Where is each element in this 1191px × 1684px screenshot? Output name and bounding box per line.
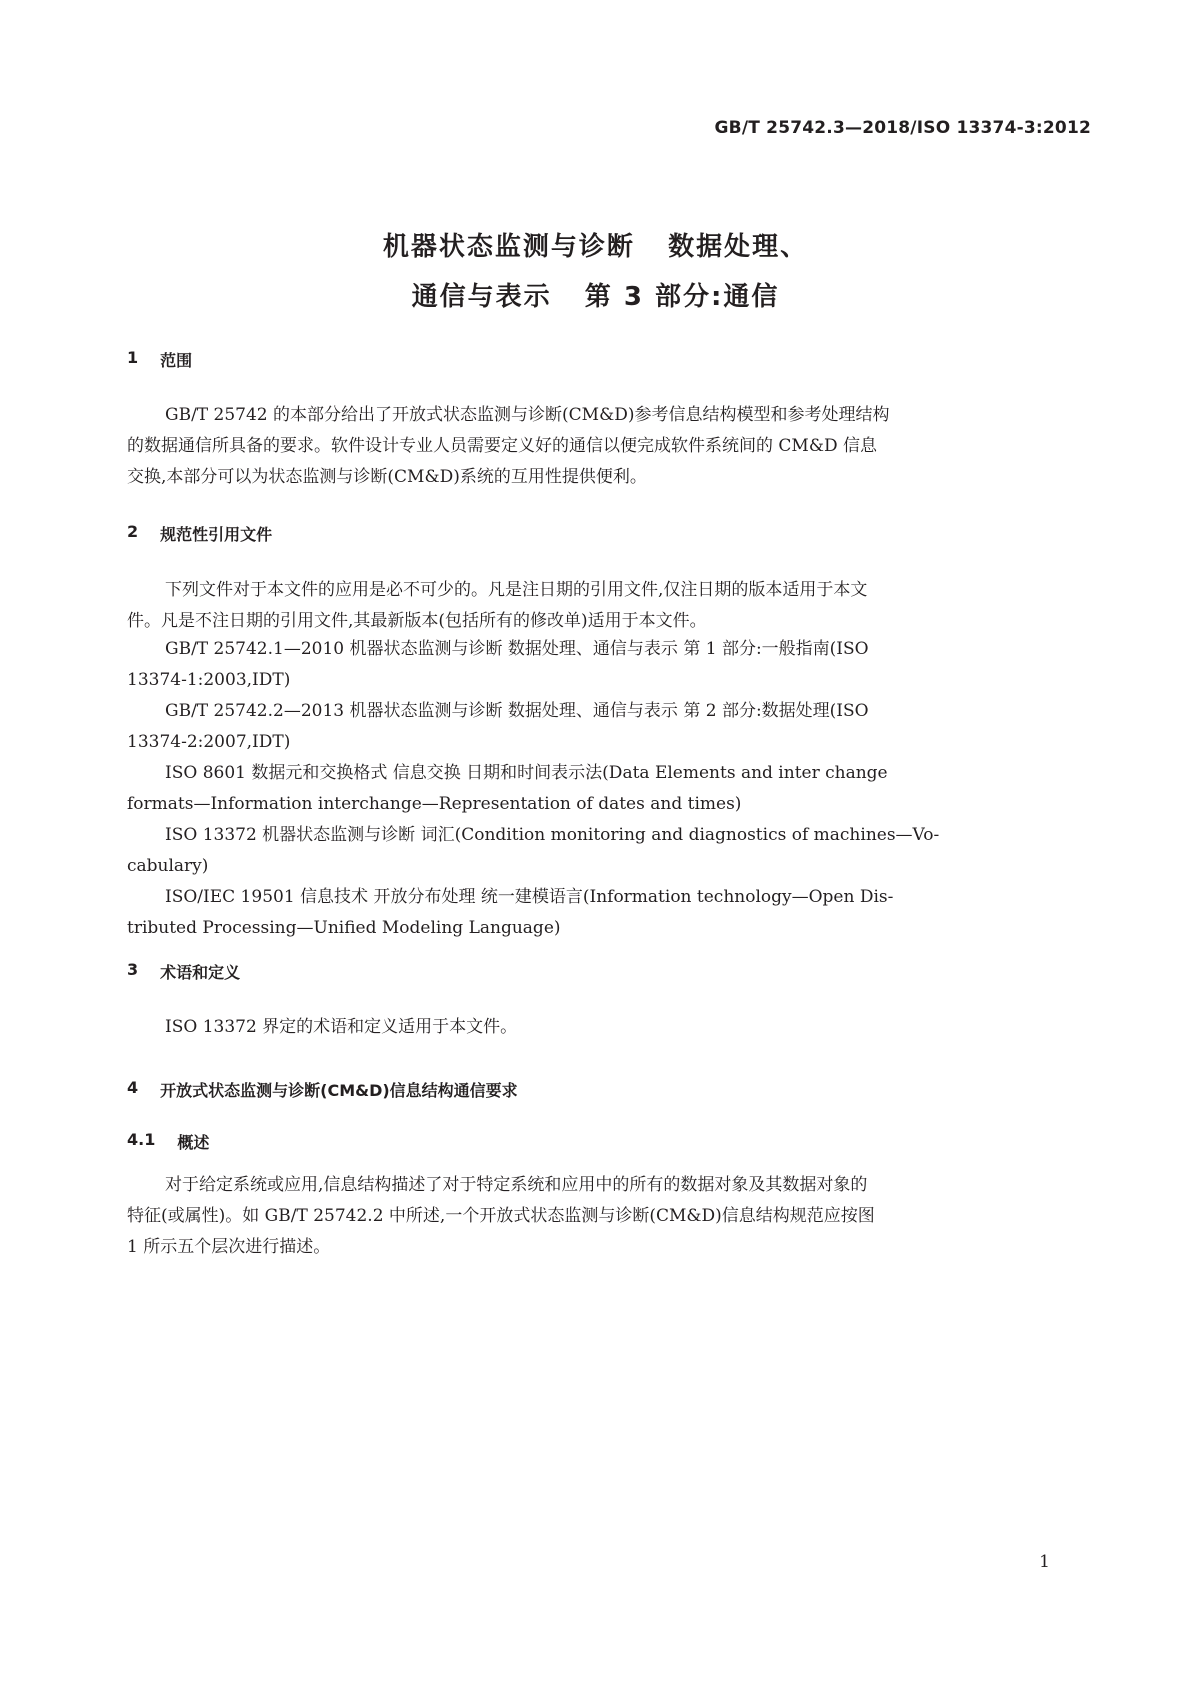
section-number: 2 [127, 522, 139, 541]
title-line-1: 机器状态监测与诊断 数据处理、 [382, 232, 809, 262]
text-line: 对于给定系统或应用,信息结构描述了对于特定系统和应用中的所有的数据对象及其数据对象的 [165, 1175, 868, 1195]
section-2-intro [127, 575, 1064, 637]
reference-item: ISO/IEC 19501 信息技术 开放分布处理 统一建模语言(Information technology—Open Dis- tributed Processing—Unified Modeling Language) [127, 887, 894, 938]
page-number: 1 [1039, 1552, 1050, 1572]
section-3-heading [127, 960, 240, 983]
section-1-paragraph [127, 400, 1064, 493]
text-line: 的数据通信所具备的要求。软件设计专业人员需要定义好的通信以便完成软件系统间的 CM&D 信息 [127, 436, 877, 456]
section-1-heading [127, 348, 192, 371]
section-2-heading [127, 522, 272, 545]
text-line: 交换,本部分可以为状态监测与诊断(CM&D)系统的互用性提供便利。 [127, 467, 647, 487]
title-line-2: 通信与表示 第 3 部分:通信 [411, 282, 780, 312]
text-line: 下列文件对于本文件的应用是必不可少的。凡是注日期的引用文件,仅注日期的版本适用于本文 [165, 580, 868, 600]
section-title: 术语和定义 [160, 963, 241, 982]
reference-item: GB/T 25742.2—2013 机器状态监测与诊断 数据处理、通信与表示 第 2 部分:数据处理(ISO 13374-2:2007,IDT) [127, 701, 869, 752]
text-line: 特征(或属性)。如 GB/T 25742.2 中所述,一个开放式状态监测与诊断(CM&D)信息结构规范应按图 [127, 1206, 875, 1226]
document-number: GB/T 25742.3—2018/ISO 13374-3:2012 [714, 118, 1091, 138]
section-title: 范围 [160, 351, 193, 370]
text-line: 件。凡是不注日期的引用文件,其最新版本(包括所有的修改单)适用于本文件。 [127, 611, 707, 631]
text-line: ISO 13372 界定的术语和定义适用于本文件。 [165, 1017, 518, 1037]
text-line: GB/T 25742 的本部分给出了开放式状态监测与诊断(CM&D)参考信息结构模型和参考处理结构 [165, 405, 890, 425]
text-line: 1 所示五个层次进行描述。 [127, 1237, 331, 1257]
section-4-1-paragraph [127, 1170, 1064, 1263]
section-title: 规范性引用文件 [160, 525, 273, 544]
section-3-paragraph [127, 1012, 1064, 1043]
section-number: 3 [127, 960, 139, 979]
section-number: 1 [127, 348, 139, 367]
section-number: 4.1 [127, 1130, 156, 1149]
section-4-1-heading [127, 1130, 209, 1153]
document-title [0, 222, 1191, 322]
reference-item: ISO 8601 数据元和交换格式 信息交换 日期和时间表示法(Data Elements and inter change formats—Information interchange—Representation of dates and times) [127, 763, 888, 814]
section-number: 4 [127, 1078, 139, 1097]
section-title: 开放式状态监测与诊断(CM&D)信息结构通信要求 [160, 1081, 518, 1100]
section-title: 概述 [177, 1133, 210, 1152]
reference-item: GB/T 25742.1—2010 机器状态监测与诊断 数据处理、通信与表示 第 1 部分:一般指南(ISO 13374-1:2003,IDT) [127, 639, 869, 690]
normative-references-list [127, 634, 1064, 944]
section-4-heading [127, 1078, 518, 1101]
reference-item: ISO 13372 机器状态监测与诊断 词汇(Condition monitoring and diagnostics of machines—Vo- cabulary) [127, 825, 940, 876]
